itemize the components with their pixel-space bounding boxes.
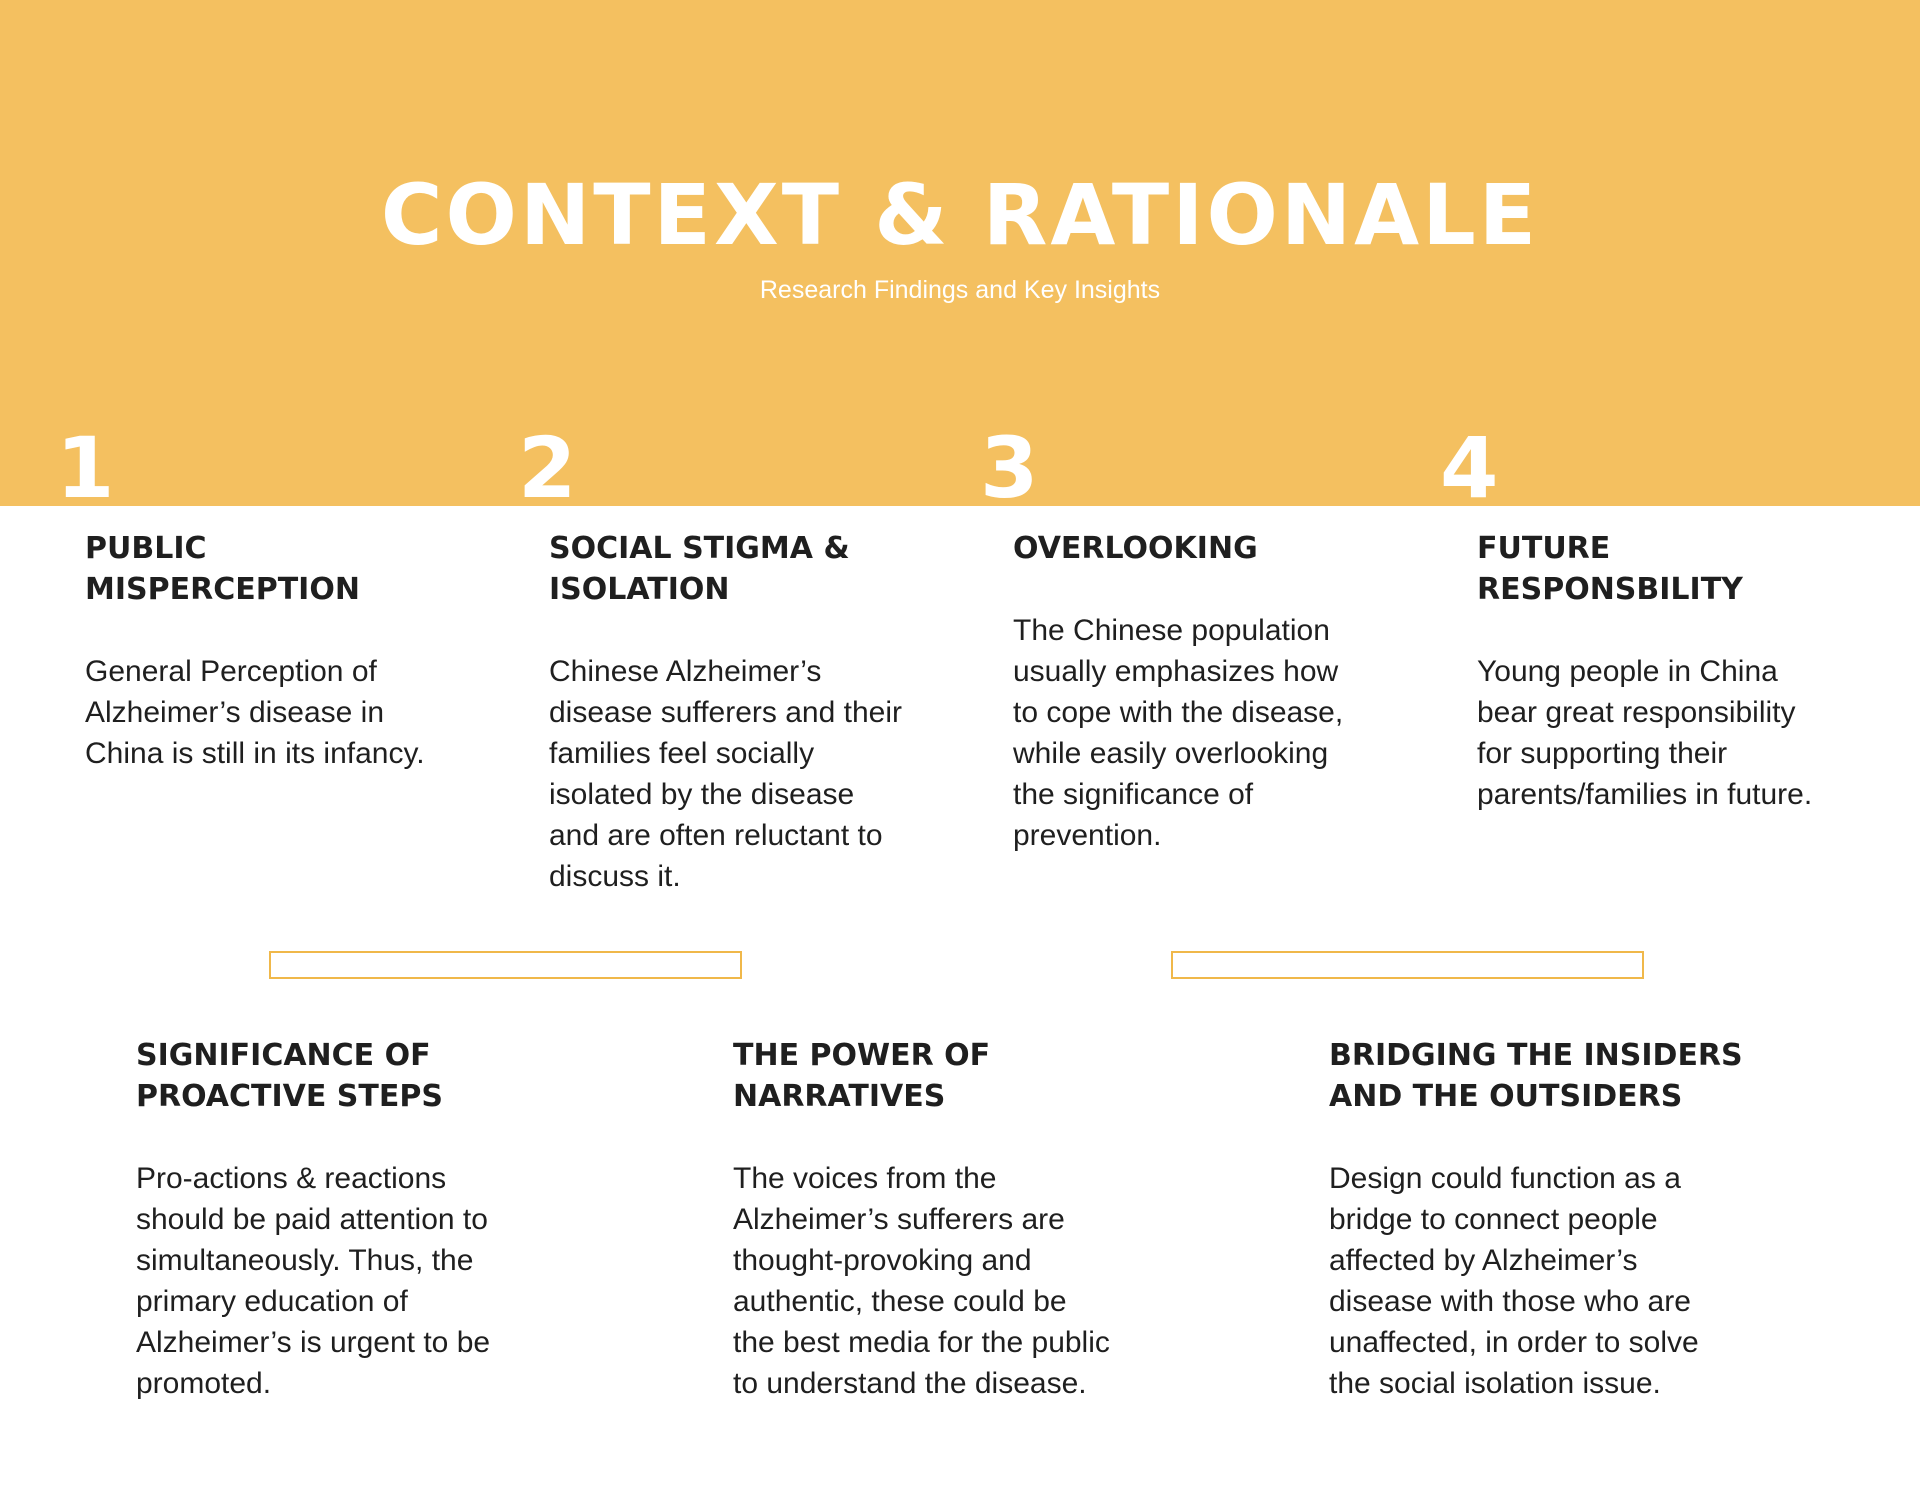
- header-banner: [0, 0, 1920, 517]
- insight-card-2: [733, 1035, 1213, 1404]
- finding-card-4: [1477, 528, 1897, 815]
- finding-body: The Chinese population usually emphasizes how to cope with the disease, while easily overlooking the significance of prevention.: [1013, 614, 1344, 852]
- finding-card-2: [549, 528, 969, 897]
- finding-number-4: 4: [1440, 419, 1499, 517]
- finding-heading: PUBLIC MISPERCEPTION: [85, 531, 360, 607]
- bracket-divider-right: [1171, 951, 1644, 979]
- insight-card-1: [136, 1035, 616, 1404]
- finding-card-1: [85, 528, 495, 774]
- finding-card-3: [1013, 528, 1433, 856]
- finding-number-3: 3: [980, 419, 1039, 517]
- insight-body: The voices from the Alzheimer’s sufferers are thought-provoking and authentic, these could be the best media for the public to understand the disease.: [733, 1162, 1110, 1400]
- insight-heading: SIGNIFICANCE OF PROACTIVE STEPS: [136, 1038, 443, 1114]
- finding-body: Chinese Alzheimer’s disease sufferers and their families feel socially isolated by the disease and are often reluctant to discuss it.: [549, 655, 902, 893]
- finding-body: Young people in China bear great responsibility for supporting their parents/families in future.: [1477, 655, 1813, 811]
- finding-heading: SOCIAL STIGMA & ISOLATION: [549, 531, 850, 607]
- finding-heading: OVERLOOKING: [1013, 531, 1258, 566]
- insight-body: Design could function as a bridge to connect people affected by Alzheimer’s disease with those who are unaffected, in order to solve the social isolation issue.: [1329, 1162, 1699, 1400]
- page-title: CONTEXT & RATIONALE: [380, 166, 1540, 264]
- page-subtitle: Research Findings and Key Insights: [759, 276, 1161, 304]
- bracket-divider-left: [269, 951, 742, 979]
- insight-heading: BRIDGING THE INSIDERS AND THE OUTSIDERS: [1329, 1038, 1743, 1114]
- finding-heading: FUTURE RESPONSBILITY: [1477, 531, 1743, 607]
- finding-number-2: 2: [518, 419, 577, 517]
- insight-card-3: [1329, 1035, 1849, 1404]
- finding-body: General Perception of Alzheimer’s disease in China is still in its infancy.: [85, 655, 425, 770]
- insight-heading: THE POWER OF NARRATIVES: [733, 1038, 991, 1114]
- finding-number-1: 1: [56, 419, 115, 517]
- insight-body: Pro-actions & reactions should be paid attention to simultaneously. Thus, the primary education of Alzheimer’s is urgent to be promoted.: [136, 1162, 491, 1400]
